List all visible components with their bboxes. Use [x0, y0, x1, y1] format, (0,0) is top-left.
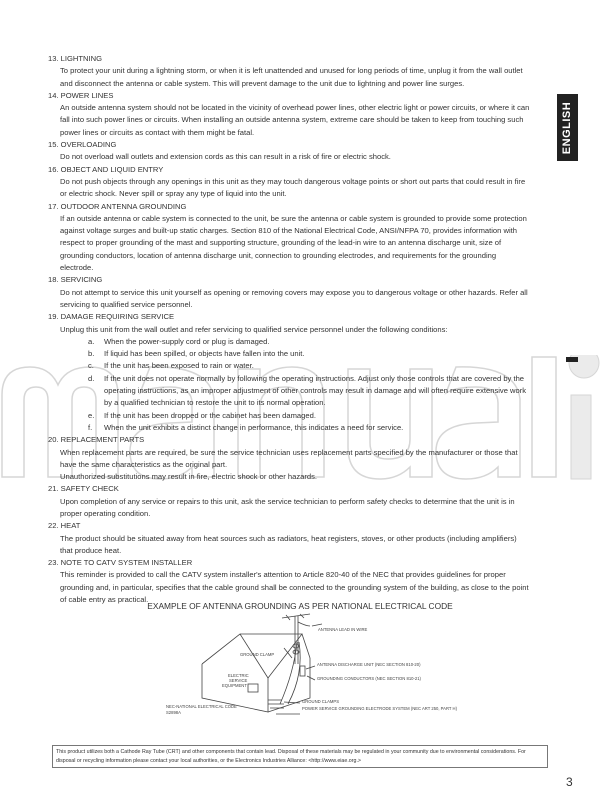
- label-antenna-discharge-unit: ANTENNA DISCHARGE UNIT (NEC SECTION 810-20): [317, 662, 421, 667]
- language-tab: [557, 94, 578, 161]
- list-item: b. If liquid has been spilled, or objects have fallen into the unit.: [88, 349, 305, 359]
- list-item: c. If the unit has been exposed to rain or water.: [88, 361, 254, 371]
- section-text: Unplug this unit from the wall outlet and refer servicing to qualified service personnel under the following conditions:: [60, 324, 448, 334]
- section-servicing: [48, 274, 530, 311]
- section-safety-check: [48, 483, 530, 520]
- list-item: d. If the unit does not operate normally by following the operating instructions. Adjust only those controls that are covered by the operating instructions, as an improper adjustment of other controls may result in damage and will often require extensive work by a qualified technician to restore the unit to its normal operation.: [88, 373, 527, 408]
- label-service: SERVICE: [229, 678, 248, 683]
- section-text: Do not push objects through any openings in this unit as they may touch dangerous voltage points or short out parts that could result in fire or electric shock. Never spill or spray any type of liquid into the unit.: [60, 176, 526, 199]
- diagram-title: EXAMPLE OF ANTENNA GROUNDING AS PER NATIONAL ELECTRICAL CODE: [147, 601, 453, 611]
- section-lightning: [48, 53, 530, 90]
- label-ground-clamp: GROUND CLAMP: [240, 652, 275, 657]
- section-text: To protect your unit during a lightning storm, or when it is left unattended and unused for long periods of time, unplug it from the wall outlet and disconnect the antenna or cable system. This will prevent damage to the unit due to lightning and power line surges.: [60, 66, 523, 88]
- section-title: 23. NOTE TO CATV SYSTEM INSTALLER: [48, 558, 193, 568]
- list-item: e. If the unit has been dropped or the cabinet has been damaged.: [88, 410, 316, 420]
- condition-list: [60, 336, 530, 434]
- label-figure-code: S2898A: [166, 710, 181, 715]
- section-object-liquid-entry: [48, 164, 530, 201]
- side-marker: [566, 357, 578, 362]
- label-equipment: EQUIPMENT: [222, 683, 247, 688]
- safety-instructions: [48, 53, 530, 606]
- section-text: When replacement parts are required, be sure the service technician uses replacement parts specified by the manufacturer or those that have the same characteristics as the original part.: [60, 447, 518, 469]
- section-title: 22. HEAT: [48, 521, 81, 531]
- section-title: 15. OVERLOADING: [48, 140, 117, 150]
- label-electric: ELECTRIC: [228, 673, 249, 678]
- section-text: Do not overload wall outlets and extension cords as this can result in a risk of fire or electric shock.: [60, 152, 391, 162]
- label-nec: NEC-NATIONAL ELECTRICAL CODE: [166, 704, 237, 709]
- section-overloading: [48, 139, 530, 164]
- section-heat: [48, 520, 530, 557]
- list-item: f. When the unit exhibits a distinct change in performance, this indicates a need for service.: [88, 422, 404, 432]
- page-number: 3: [566, 775, 573, 789]
- section-power-lines: [48, 90, 530, 139]
- section-text: Unauthorized substitutions may result in fire, electric shock or other hazards.: [60, 472, 318, 482]
- section-title: 17. OUTDOOR ANTENNA GROUNDING: [48, 201, 187, 211]
- antenna-grounding-diagram: [160, 612, 480, 716]
- label-ground-clamps: GROUND CLAMPS: [302, 699, 339, 704]
- section-title: 20. REPLACEMENT PARTS: [48, 435, 145, 445]
- section-title: 18. SERVICING: [48, 275, 103, 285]
- section-title: 13. LIGHTNING: [48, 54, 103, 63]
- lead-disposal-notice: This product utilizes both a Cathode Ray Tube (CRT) and other components that contain lead. Disposal of these materials may be regulated in your community due to environmental considerations. For disposal or recycling information please contact your local authorities, or the Electronics Industries Alliance: <http://www.eiae.org.>: [52, 745, 548, 768]
- label-grounding-electrode-system: POWER SERVICE GROUNDING ELECTRODE SYSTEM (NEC ART 250, PART H): [302, 706, 457, 711]
- label-antenna-lead-in-wire: ANTENNA LEAD IN WIRE: [318, 627, 368, 632]
- section-text: Do not attempt to service this unit yourself as opening or removing covers may expose you to dangerous voltage or other hazards. Refer all servicing to qualified service personnel.: [60, 287, 528, 309]
- language-tab-label: ENGLISH: [561, 101, 574, 154]
- section-title: 19. DAMAGE REQUIRING SERVICE: [48, 312, 175, 322]
- section-text: Upon completion of any service or repairs to this unit, ask the service technician to perform safety checks to determine that the unit is in proper operating condition.: [60, 496, 515, 518]
- section-outdoor-antenna-grounding: [48, 201, 530, 275]
- section-damage-requiring-service: [48, 311, 530, 434]
- list-item: a. When the power-supply cord or plug is damaged.: [88, 336, 270, 346]
- section-text: This reminder is provided to call the CATV system installer's attention to Article 820-40 of the NEC that provides guidelines for proper grounding and, in particular, specifies that the cable ground shall be connected to the grounding system of the building, as close to the point of cable entry as practical.: [60, 570, 529, 605]
- section-text: The product should be situated away from heat sources such as radiators, heat registers, stoves, or other products (including amplifiers) that produce heat.: [60, 533, 517, 555]
- section-text: If an outside antenna or cable system is connected to the unit, be sure the antenna or cable system is grounded to provide some protection against voltage surges and built-up static charges. Section 810 of the National Electrical Code, ANSI/NFPA 70, provides information with respect to proper grounding of the mast and supporting structure, grounding of the lead-in wire to an antenna discharge unit, size of grounding conductors, location of antenna discharge unit, connection to grounding electrodes, and requirements for the grounding electrode.: [60, 213, 527, 273]
- section-title: 14. POWER LINES: [48, 90, 114, 100]
- section-title: 21. SAFETY CHECK: [48, 484, 119, 494]
- section-text: An outside antenna system should not be located in the vicinity of overhead power lines, other electric light or power circuits, or where it can fall into such power lines or circuits. When installing an outside antenna system, extreme care should be taken to keep from touching such power lines or circuits as contact with them might be fatal.: [60, 103, 530, 137]
- section-title: 16. OBJECT AND LIQUID ENTRY: [48, 164, 164, 174]
- section-catv-installer-note: [48, 557, 530, 606]
- label-grounding-conductors: GROUNDING CONDUCTORS (NEC SECTION 810-21): [317, 676, 421, 681]
- section-replacement-parts: [48, 434, 530, 483]
